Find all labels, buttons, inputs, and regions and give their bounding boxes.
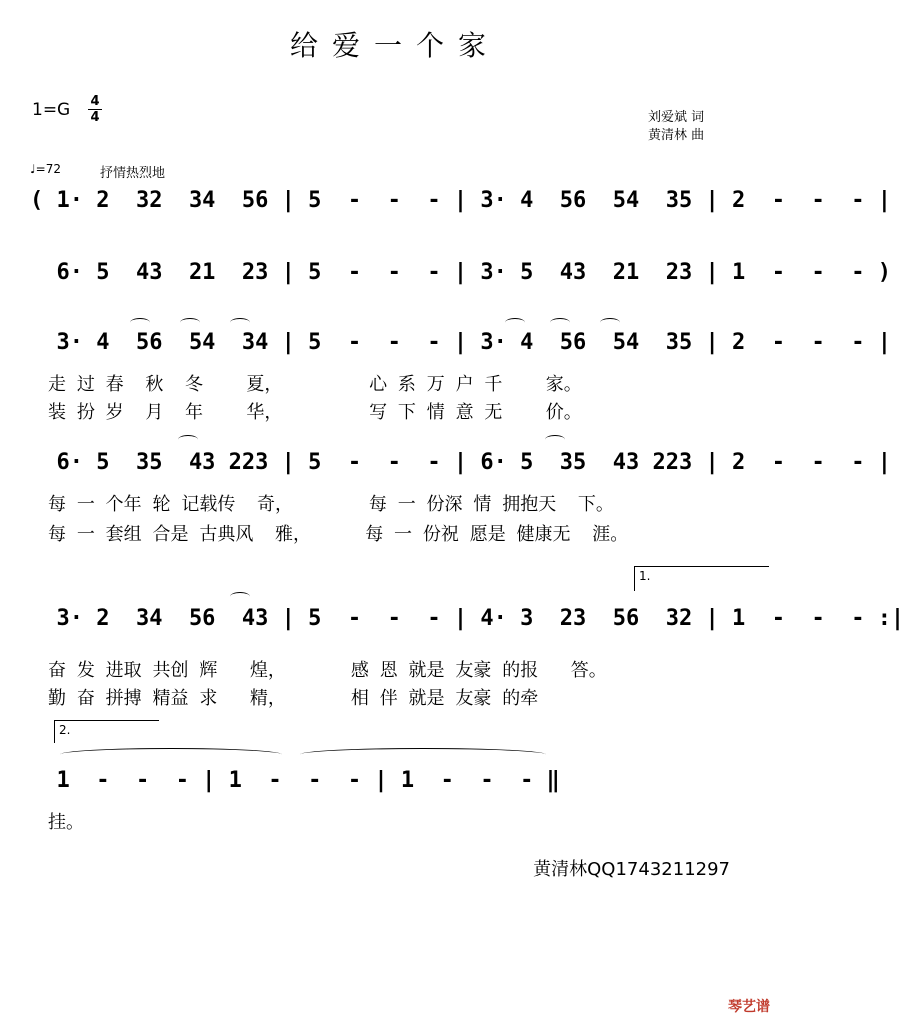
lyric-line-2: 装 扮 岁 月 年 华， 写 下 情 意 无 价。 bbox=[48, 402, 582, 423]
notation-row-2: 6· 5 43 21 23 | 5 - - - | 3· 5 43 21 23 | 1 - - - ) bbox=[30, 260, 891, 285]
notation-row-6: 1 - - - | 1 - - - | 1 - - - ‖ bbox=[30, 768, 560, 793]
time-sig-bottom: 4 bbox=[90, 110, 100, 125]
lyric-line-6: 勤 奋 拼搏 精益 求 精， 相 伴 就是 友豪 的牵 bbox=[48, 688, 539, 709]
notation-row-1: ( 1· 2 32 34 56 | 5 - - - | 3· 4 56 54 35 | 2 - - - | bbox=[30, 188, 891, 213]
lyric-line-1: 走 过 春 秋 冬 夏， 心 系 万 户 千 家。 bbox=[48, 374, 582, 395]
tie-arc-2 bbox=[300, 748, 546, 761]
lyric-line-7: 挂。 bbox=[48, 812, 84, 833]
page-title: 给爱一个家 bbox=[289, 29, 500, 62]
time-signature bbox=[88, 95, 102, 124]
notation-row-5: 3· 2 34 56 43 | 5 - - - | 4· 3 23 56 32 | 1 - - - :| bbox=[30, 606, 904, 631]
notation-row-4: 6· 5 35 43 223 | 5 - - - | 6· 5 35 43 223 | 2 - - - | bbox=[30, 450, 891, 475]
contact-text: 黄清林QQ1743211297 bbox=[533, 859, 730, 880]
lyric-line-3: 每 一 个年 轮 记载传 奇， 每 一 份深 情 拥抱天 下。 bbox=[48, 494, 614, 515]
lyricist-credit: 刘爱斌 词 bbox=[648, 110, 705, 125]
key-signature: 1=G bbox=[32, 100, 71, 120]
time-sig-top: 4 bbox=[90, 94, 100, 109]
volta-second: 2. bbox=[54, 720, 159, 743]
expression-mark: 抒情热烈地 bbox=[100, 166, 166, 181]
tie-arc-1 bbox=[60, 748, 282, 761]
lyric-line-5: 奋 发 进取 共创 辉 煌， 感 恩 就是 友豪 的报 答。 bbox=[48, 660, 607, 681]
site-logo: 琴艺谱 bbox=[728, 999, 770, 1015]
notation-row-3: 3· 4 56 54 34 | 5 - - - | 3· 4 56 54 35 | 2 - - - | bbox=[30, 330, 891, 355]
tempo-mark: ♩=72 bbox=[30, 162, 61, 176]
composer-credit: 黄清林 曲 bbox=[648, 128, 705, 143]
volta-first: 1. bbox=[634, 566, 769, 591]
lyric-line-4: 每 一 套组 合是 古典风 雅， 每 一 份祝 愿是 健康无 涯。 bbox=[48, 524, 629, 545]
